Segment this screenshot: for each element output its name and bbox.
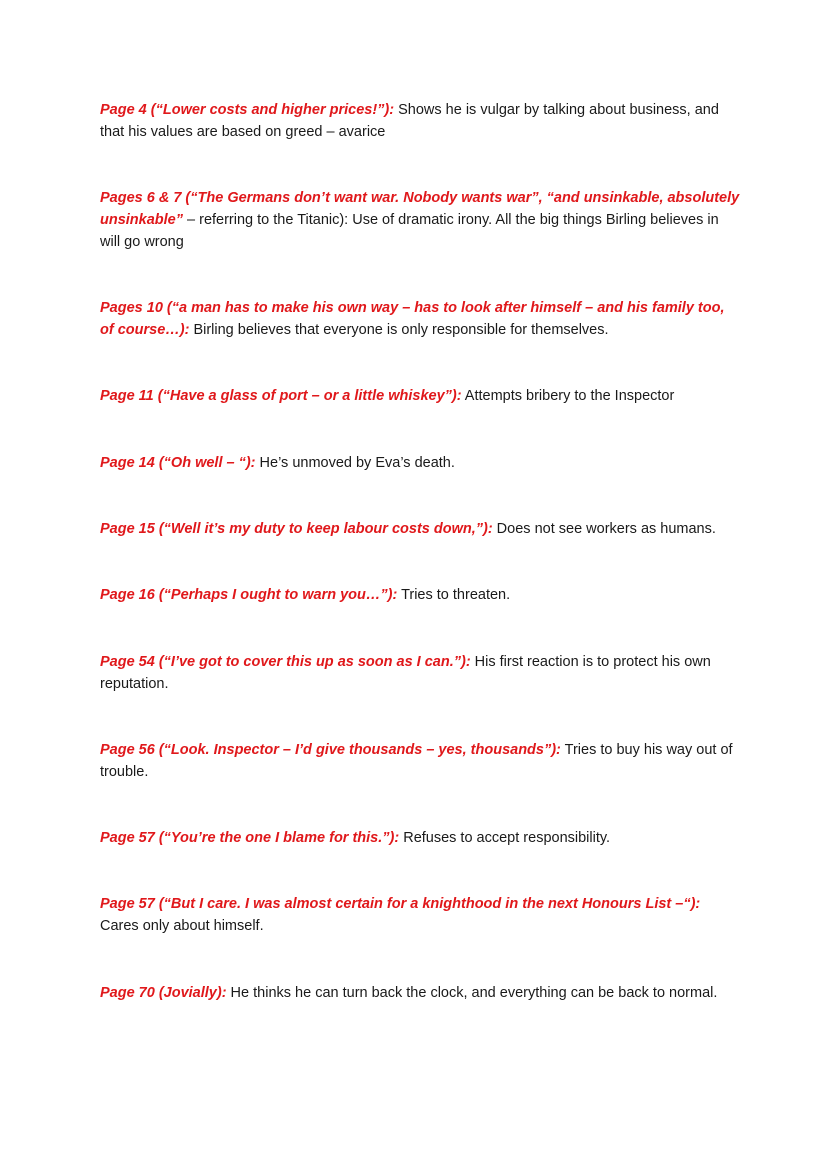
entry-text: – referring to the Titanic): Use of dramatic irony. All the big things Birling believes in will go wrong	[100, 212, 719, 250]
entry-quote: Page 57 (“You’re the one I blame for this.”):	[100, 830, 400, 846]
entry-quote: Page 15 (“Well it’s my duty to keep labour costs down,”):	[100, 521, 493, 537]
entry-text: Does not see workers as humans.	[492, 521, 716, 537]
entry-quote: Page 54 (“I’ve got to cover this up as soon as I can.”):	[100, 654, 471, 670]
entry-page-4	[100, 99, 740, 143]
entry-quote: Page 11 (“Have a glass of port – or a little whiskey”):	[100, 388, 462, 404]
entry-text: Cares only about himself.	[100, 918, 264, 934]
entry-text: Tries to threaten.	[397, 587, 511, 603]
entry-quote: Page 70 (Jovially):	[100, 985, 227, 1001]
entry-quote: Page 56 (“Look. Inspector – I’d give thousands – yes, thousands”):	[100, 742, 561, 758]
entry-text: He’s unmoved by Eva’s death.	[255, 455, 455, 471]
entry-text: Attempts bribery to the Inspector	[461, 388, 675, 404]
entry-pages-10	[100, 297, 740, 341]
entry-page-14	[100, 452, 740, 474]
entry-text: His first reaction is to protect his own reputation.	[100, 654, 711, 692]
entry-page-57b	[100, 893, 740, 937]
entry-page-15	[100, 518, 740, 540]
entry-page-57a	[100, 827, 740, 849]
entry-text: Birling believes that everyone is only responsible for themselves.	[189, 322, 609, 338]
entry-page-56	[100, 739, 740, 783]
entry-text: He thinks he can turn back the clock, and everything can be back to normal.	[226, 985, 718, 1001]
entry-quote: Page 57 (“But I care. I was almost certain for a knighthood in the next Honours List –“):	[100, 896, 701, 912]
entry-quote: Page 14 (“Oh well – “):	[100, 455, 256, 471]
entry-quote: Pages 10 (“a man has to make his own way – has to look after himself – and his family too, of course…):	[100, 300, 725, 338]
entry-text: Refuses to accept responsibility.	[399, 830, 611, 846]
entry-quote: Page 4 (“Lower costs and higher prices!”):	[100, 102, 395, 118]
entry-text: Tries to buy his way out of trouble.	[100, 742, 733, 780]
entry-page-16	[100, 584, 740, 606]
entry-text: Shows he is vulgar by talking about business, and that his values are based on greed – avarice	[100, 102, 719, 140]
entry-quote: Page 16 (“Perhaps I ought to warn you…”):	[100, 587, 398, 603]
entry-quote: Pages 6 & 7 (“The Germans don’t want war. Nobody wants war”, “and unsinkable, absolutely unsinkable”	[100, 190, 740, 228]
entry-page-70	[100, 982, 740, 1004]
entry-pages-6-7	[100, 187, 740, 253]
entry-page-11	[100, 385, 740, 407]
entry-page-54	[100, 651, 740, 695]
